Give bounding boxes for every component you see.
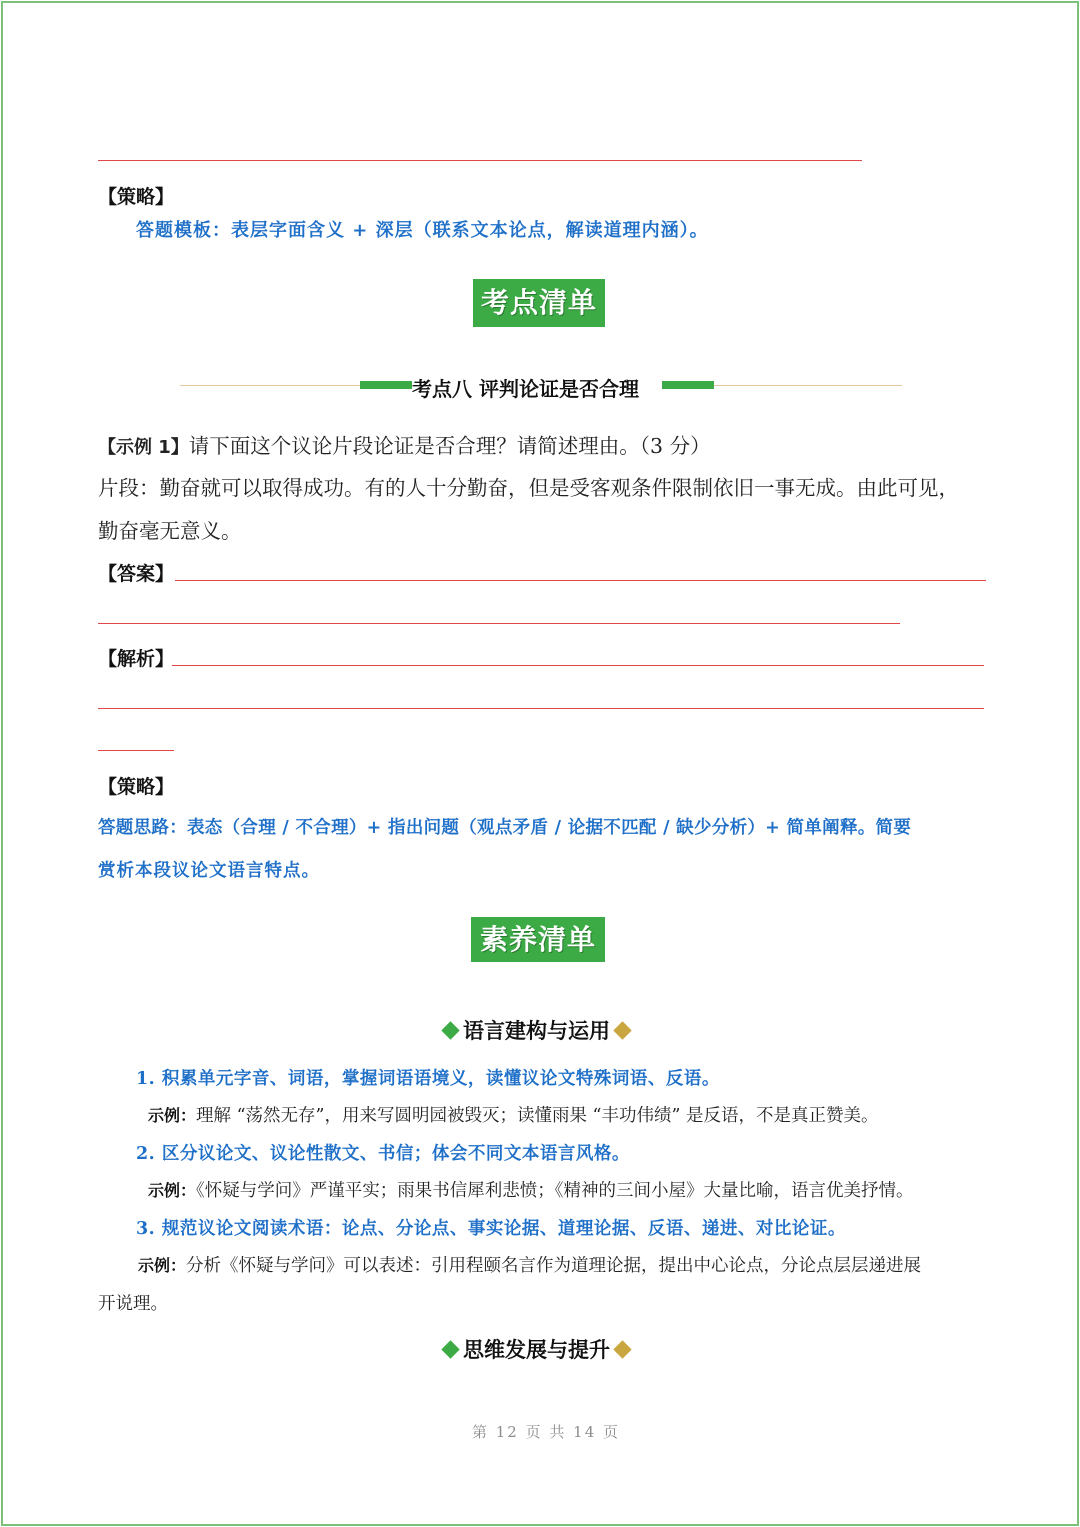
section-heading-language: [444, 1015, 629, 1045]
strategy-label: 【策略】: [98, 776, 175, 798]
list-item: 2. 区分议论文、议论性散文、书信；体会不同文本语言风格。: [136, 1144, 630, 1164]
example-line: [148, 1102, 879, 1127]
list-item: 1. 积累单元字音、词语，掌握词语语境义，读懂议论文特殊词语、反语。: [136, 1069, 720, 1089]
example-label: 示例：: [138, 1256, 187, 1275]
answer-line: [175, 580, 986, 581]
diamond-icon: [613, 1021, 631, 1039]
example-label: 示例：: [148, 1106, 197, 1125]
title-divider-left: [180, 385, 362, 386]
title-bar-left: [360, 381, 412, 389]
example-line: [148, 1177, 914, 1202]
example1-passage-line2: 勤奋毫无意义。: [98, 519, 242, 543]
example-continuation: 开说理。: [98, 1294, 168, 1314]
section-heading-thinking: [444, 1334, 629, 1364]
example-line: [138, 1252, 921, 1277]
kaodian-title: 考点八 评判论证是否合理: [412, 377, 639, 401]
example-text: 理解 “荡然无存”，用来写圆明园被毁灭；读懂雨果 “丰功伟绩” 是反语，不是真正赞美。: [196, 1106, 879, 1126]
strategy-text: 答题模板：表层字面含义 + 深层（联系文本论点，解读道理内涵）。: [136, 220, 709, 241]
suyang-banner: 素养清单: [471, 917, 605, 962]
answer-line: [98, 623, 900, 624]
diamond-icon: [613, 1340, 631, 1358]
page-number: 第 12 页 共 14 页: [472, 1423, 621, 1441]
strategy-label: 【策略】: [98, 186, 175, 208]
analysis-line: [172, 665, 984, 666]
strategy-text-line1: 答题思路：表态（合理 / 不合理）+ 指出问题（观点矛盾 / 论据不匹配 / 缺少分析）+ 简单阐释。简要: [98, 818, 912, 838]
title-divider-right: [714, 385, 902, 386]
title-bar-right: [662, 381, 714, 389]
answer-label: 【答案】: [98, 563, 175, 585]
example1-question-line: [98, 429, 711, 459]
example1-label: 【示例 1】: [98, 437, 189, 458]
analysis-label: 【解析】: [98, 648, 175, 670]
list-item: 3. 规范议论文阅读术语：论点、分论点、事实论据、道理论据、反语、递进、对比论证。: [136, 1219, 846, 1239]
section-title: 语言建构与运用: [463, 1019, 610, 1043]
example-text: 分析《怀疑与学问》可以表述：引用程颐名言作为道理论据，提出中心论点，分论点层层递进展: [186, 1256, 922, 1276]
kaodian-banner: 考点清单: [473, 279, 605, 327]
analysis-line: [98, 708, 984, 709]
section-title: 思维发展与提升: [463, 1338, 610, 1362]
answer-line: [98, 160, 862, 161]
diamond-icon: [441, 1021, 459, 1039]
example1-question: 请下面这个议论片段论证是否合理？请简述理由。（3 分）: [188, 434, 711, 458]
strategy-text-line2: 赏析本段议论文语言特点。: [98, 861, 320, 881]
diamond-icon: [441, 1340, 459, 1358]
example-label: 示例：: [148, 1181, 197, 1200]
example1-passage-line1: 片段：勤奋就可以取得成功。有的人十分勤奋，但是受客观条件限制依旧一事无成。由此可见，: [98, 476, 959, 500]
analysis-line: [98, 750, 174, 751]
example-text: 《怀疑与学问》严谨平实；雨果书信犀利悲愤；《精神的三间小屋》大量比喻，语言优美抒情。: [196, 1181, 914, 1201]
